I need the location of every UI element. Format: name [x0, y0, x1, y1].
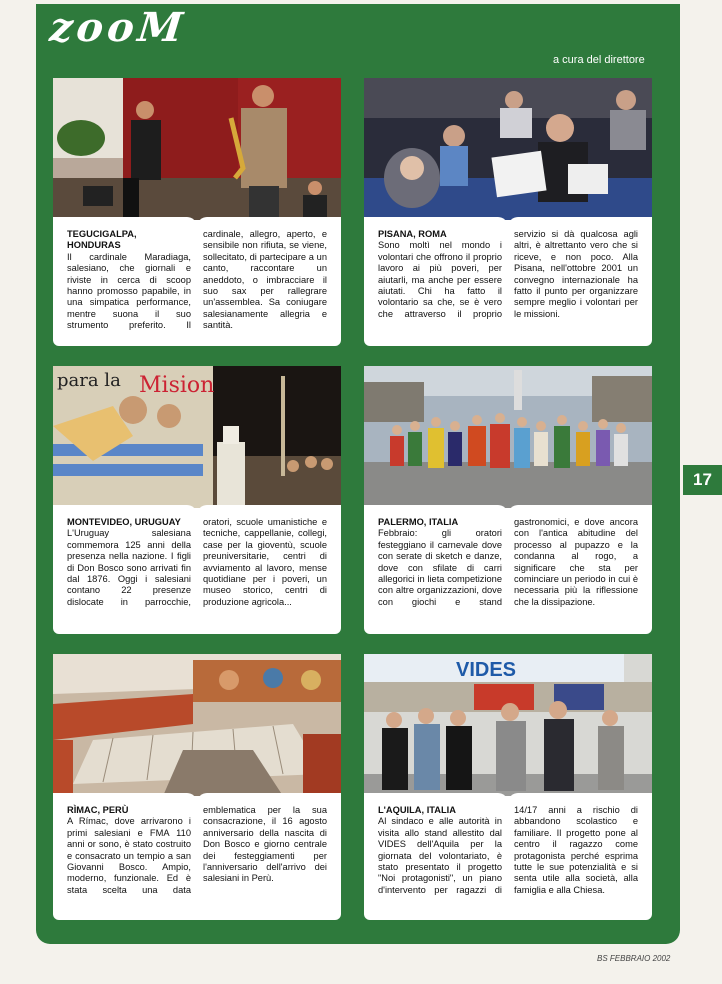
article-card-pisana: [364, 78, 652, 346]
article-title: RÌMAC, PERÙ: [67, 805, 129, 815]
article-text: [67, 805, 327, 896]
article-card-tegucigalpa: [53, 78, 341, 346]
page-number: 17: [683, 465, 722, 495]
article-title: TEGUCIGALPA, HONDURAS: [67, 229, 137, 251]
banner-text-mision: Mision: [139, 373, 215, 398]
photo-mass-montevideo: [53, 366, 341, 508]
article-text: [67, 229, 327, 332]
vides-sign: VIDES: [456, 659, 517, 681]
article-body: Il cardinale Maradiaga, salesiano, che giornali e riviste in cerca di scoop hanno promosso papabile, in una simpatica performance, mentre suona il suo strumento preferito. Il cardinale, allegro, aperto, e sensibile non rifiuta, se viene, sollecitato, di partecipare a un canto, raccontare un aneddoto, o imbracciare il suo sax per rallegrare un'assemblea. Sa coniugare salesianamente allegria e santità.: [67, 229, 327, 331]
article-body: L'Uruguay salesiana commemora 125 anni della presenza nella nazione. I figli di Don Bosco sono arrivati fin dal 1876. Oggi i salesiani contano 22 presenze dislocate in parrocchie, oratori, scuole umanistiche e tecniche, cappellanie, collegi, case per la gioventù, scuole preuniversitarie, centri di avviamento al lavoro, mense quotidiane per i poveri, un museo storico, centri di produzione agricola...: [67, 517, 327, 607]
photo-church-rimac: [53, 654, 341, 796]
article-card-montevideo: [53, 366, 341, 634]
banner-text: para la: [57, 370, 121, 391]
article-body: Al sindaco e alle autorità in visita allo stand allestito dal VIDES dell'Aquila per la giornata del volontariato, è stato presentato il progetto "Noi protagonisti", un piano d'intervento per ragazzi di 14/17 anni a rischio di abbandono scolastico e familiare. Il progetto pone al centro il ragazzo come protagonista perché esprima tutte le sue potenzialità e si senta utile alla società, alla famiglia e alla Chiesa.: [378, 805, 638, 895]
photo-cardinal-saxophone: [53, 78, 341, 220]
article-text: [378, 517, 638, 608]
photo-volunteers-conference: [364, 78, 652, 220]
article-text: [67, 517, 327, 608]
article-card-palermo: [364, 366, 652, 634]
photo-vides-stand: [364, 654, 652, 796]
footer-issue: BS FEBBRAIO 2002: [597, 954, 671, 963]
article-body: Febbraio: gli oratori festeggiano il carnevale dove con serate di sketch e danze, dove con sfilate di carri allegorici in lieta competizione con altre organizzazioni, dove con giochi e stand gastronomici, e dove ancora con l'antica abitudine del processo al pupazzo e la condanna al rogo, a significare che sta per cominciare un periodo in cui è necessaria più la riflessione che la dissipazione.: [378, 517, 638, 607]
article-body: A Rímac, dove arrivarono i primi salesiani e FMA 110 anni or sono, è stato costruito e consacrato un tempio a san Giovanni Bosco. Ampio, moderno, funzionale. Ed è stata scelta una data emblematica per la sua consacrazione, il 16 agosto anniversario della nascita di Don Bosco e giorno centrale dei festeggiamenti per l'anniversario dell'arrivo dei salesiani in Perù.: [67, 805, 327, 895]
article-card-laquila: [364, 654, 652, 920]
zoom-logo: zooM: [47, 4, 189, 51]
article-card-rimac: [53, 654, 341, 920]
article-text: [378, 229, 638, 320]
article-title: PISANA, ROMA: [378, 229, 447, 239]
article-title: MONTEVIDEO, URUGUAY: [67, 517, 181, 527]
article-title: PALERMO, ITALIA: [378, 517, 459, 527]
article-text: [378, 805, 638, 896]
photo-carnival-palermo: [364, 366, 652, 508]
article-title: L'AQUILA, ITALIA: [378, 805, 456, 815]
curated-by: a cura del direttore: [553, 54, 645, 66]
article-body: Sono moltì nel mondo i volontari che offrono il proprio lavoro ai più poveri, per aiutarli, ma anche per essere aiutati. Chi ha fatto il volontario sa che, se è vero che attraverso il proprio servizio si dà qualcosa agli altri, è altrettanto vero che si riceve, e non poco. Alla Pisana, nell'ottobre 2001 un convegno internazionale ha fatto il punto per organizzare sempre meglio i volontari per le missioni.: [378, 229, 638, 319]
